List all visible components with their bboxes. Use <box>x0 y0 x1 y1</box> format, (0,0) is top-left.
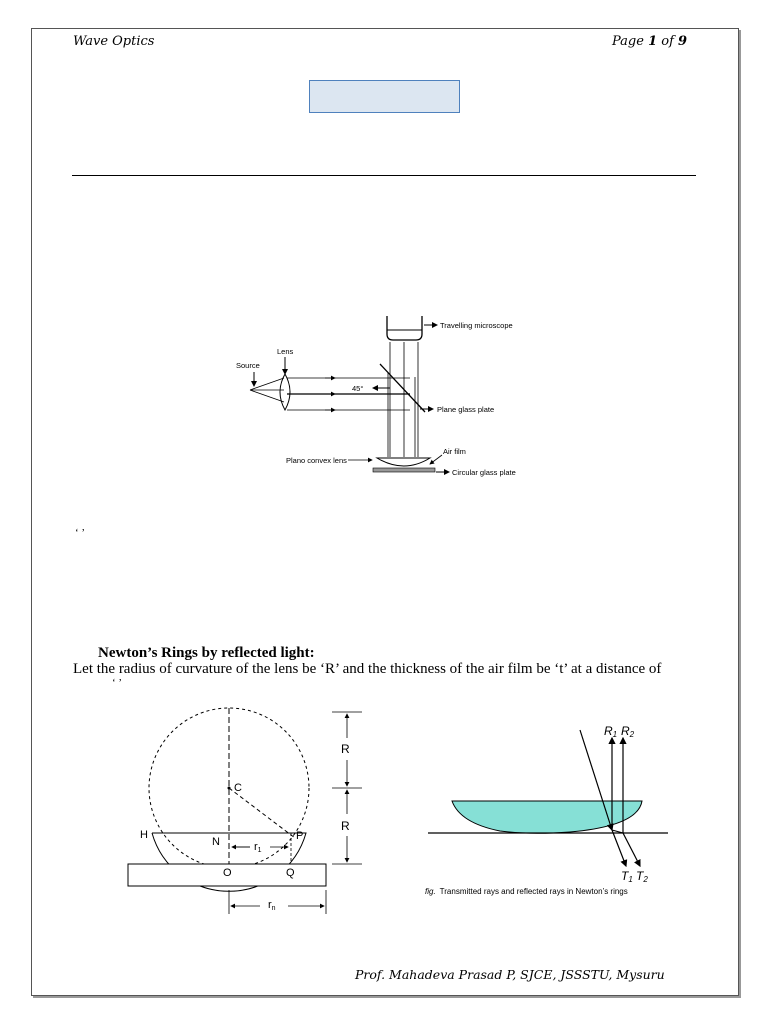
label-O: O <box>223 867 232 879</box>
label-rn: rn <box>268 899 276 912</box>
label-circular-glass-plate: Circular glass plate <box>452 468 516 477</box>
stray-quotes: ‘ ’ <box>75 527 86 539</box>
horizontal-rule <box>72 175 696 176</box>
header-page-number: Page 1 of 9 <box>612 34 688 49</box>
label-plane-glass-plate: Plane glass plate <box>437 405 495 414</box>
label-H: H <box>140 829 148 841</box>
label-C: C <box>234 782 242 794</box>
convex-lens <box>280 374 290 410</box>
label-R1: R1 <box>604 724 618 739</box>
label-lens: Lens <box>277 347 294 356</box>
ring-geometry-diagram <box>120 700 380 920</box>
section-heading: Newton’s Rings by reflected light: <box>98 645 315 661</box>
circular-glass-plate <box>373 468 435 472</box>
plano-convex-lens <box>377 458 430 466</box>
label-plano-convex-lens: Plano convex lens <box>286 456 347 465</box>
setup-diagram <box>230 312 550 482</box>
label-Q: Q <box>286 867 295 879</box>
label-N: N <box>212 836 220 848</box>
label-T1: T1 <box>621 869 633 884</box>
label-T2: T2 <box>636 869 648 884</box>
label-source: Source <box>236 361 260 370</box>
label-R-upper: R <box>341 742 350 756</box>
lens-cross-section <box>452 801 642 833</box>
section-paragraph: Let the radius of curvature of the lens be ‘R’ and the thickness of the air film be ‘t’ at a distance of <box>73 661 662 677</box>
title-box <box>309 80 460 113</box>
label-r1: r1 <box>254 841 262 854</box>
label-R2: R2 <box>621 724 635 739</box>
label-P: P <box>296 830 304 842</box>
rays-diagram <box>420 718 680 903</box>
label-R-lower: R <box>341 819 350 833</box>
transmitted-ray-T2 <box>623 833 640 866</box>
label-travelling-microscope: Travelling microscope <box>440 321 513 330</box>
label-air-film: Air film <box>443 447 466 456</box>
header-title: Wave Optics <box>73 34 155 49</box>
stray-quotes-2: ‘ ’ <box>112 677 123 689</box>
label-angle: 45° <box>352 384 364 393</box>
figure-caption: fig. Transmitted rays and reflected rays in Newton’s rings <box>425 887 628 896</box>
microscope-tube <box>387 316 422 340</box>
footer-author: Prof. Mahadeva Prasad P, SJCE, JSSSTU, Mysuru <box>355 967 665 982</box>
